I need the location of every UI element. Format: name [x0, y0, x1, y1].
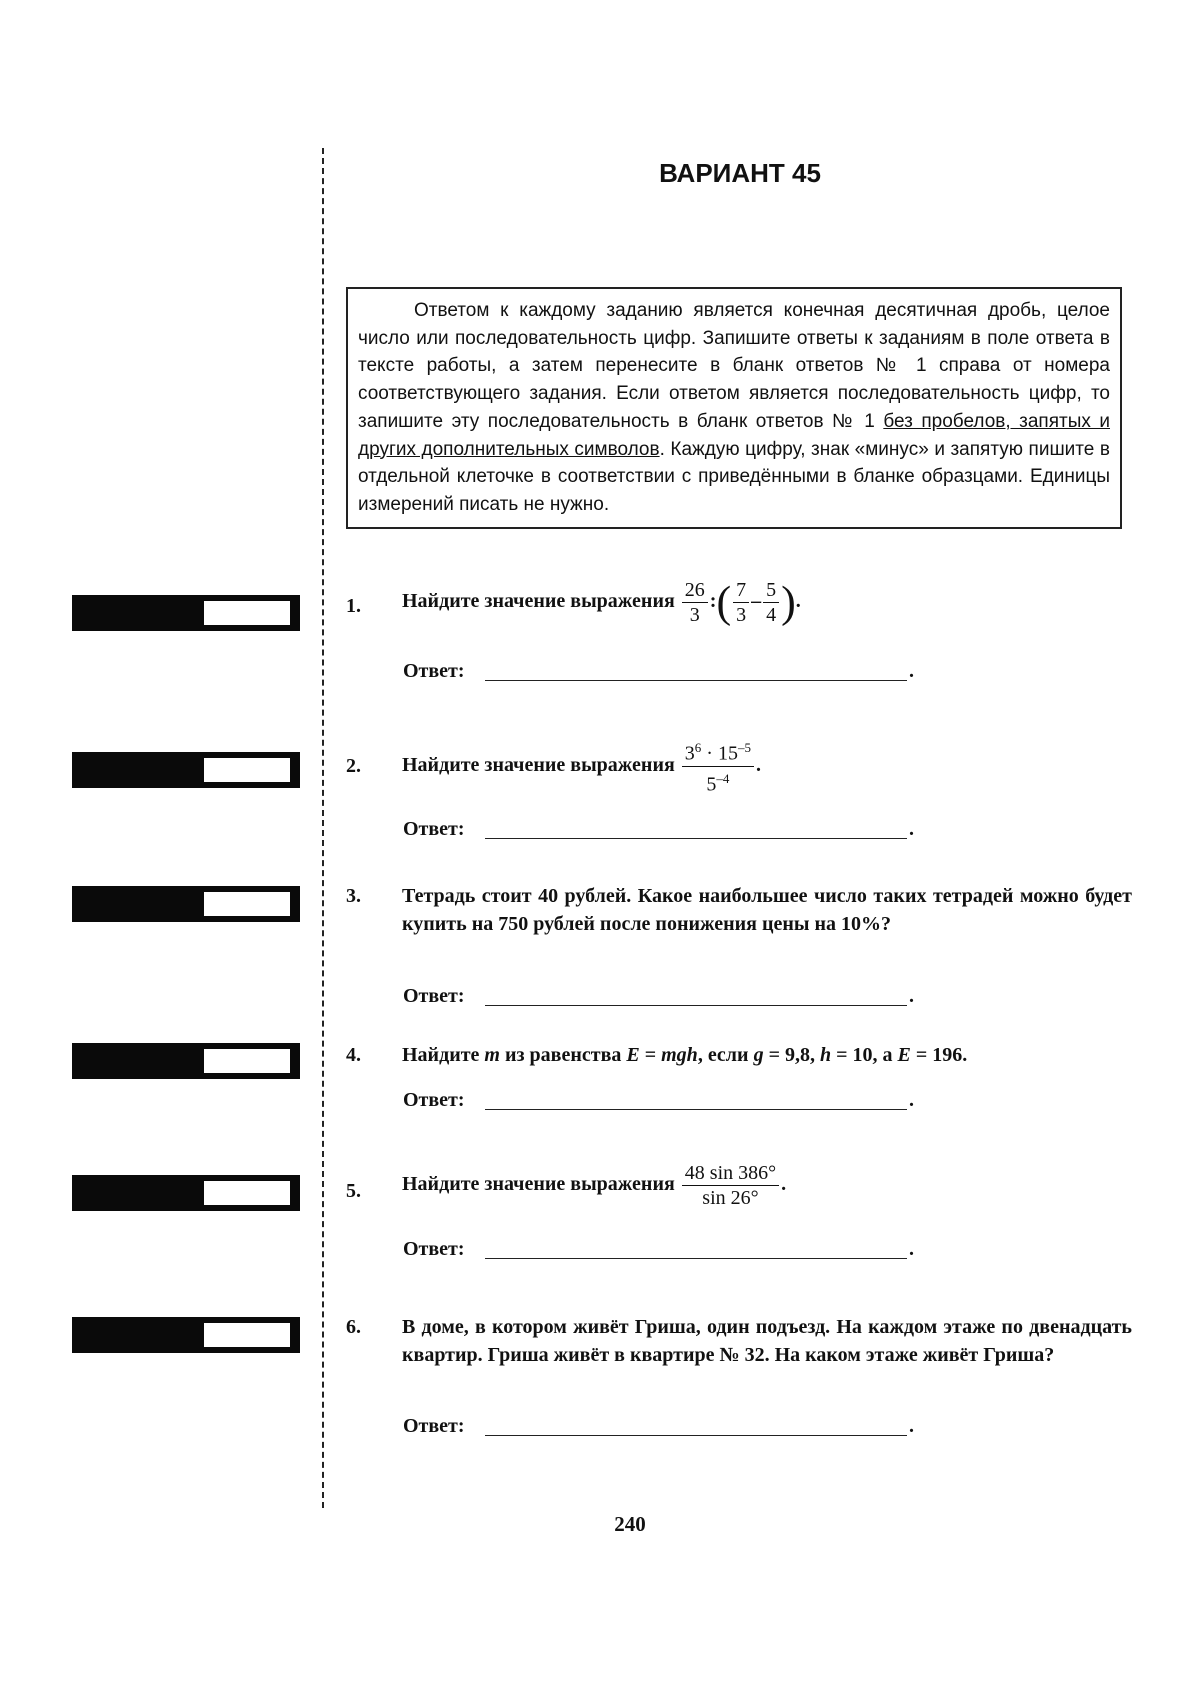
answer-field[interactable] — [485, 1005, 907, 1006]
task-statement: Найдите значение выражения — [402, 753, 675, 776]
task-number: 2. — [346, 755, 361, 777]
answer-label: Ответ: — [403, 1415, 465, 1437]
margin-marker-6 — [72, 1317, 300, 1353]
task-statement: Найдите значение выражения — [402, 1173, 675, 1196]
margin-marker-5 — [72, 1175, 300, 1211]
marker-window — [204, 1049, 290, 1073]
task-number: 5. — [346, 1180, 361, 1202]
cut-line — [322, 148, 324, 1508]
instructions-part2: . Каждую цифру, знак «минус» и запятую пишите в отдельной клеточке в соответствии с приведёнными в бланке образцами. Единицы измерений писать не нужно. — [358, 438, 1110, 515]
answer-row-6: Ответ: . — [403, 1415, 914, 1437]
task-text: Найдите значение выражения $\frac{48 \sin 386^\circ}{\sin 26^\circ}$ . — [402, 1162, 787, 1209]
answer-field[interactable] — [485, 1435, 907, 1436]
fraction: $\frac{48 \sin 386^\circ}{\sin 26^\circ}$ — [682, 1161, 779, 1210]
answer-label: Ответ: — [403, 660, 465, 682]
fraction: $\frac{26}{3}$ — [682, 578, 708, 627]
margin-marker-3 — [72, 886, 300, 922]
marker-window — [204, 892, 290, 916]
answer-label: Ответ: — [403, 985, 465, 1007]
task-text: В доме, в котором живёт Гриша, один подъезд. На каждом этаже по двенадцать квартир. Гриша живёт в квартире № 32. На каком этаже живёт Гриша? — [402, 1316, 1132, 1366]
answer-label: Ответ: — [403, 1238, 465, 1260]
marker-window — [204, 1181, 290, 1205]
colon: : — [709, 590, 717, 613]
answer-row-5: Ответ: . — [403, 1238, 914, 1260]
answer-row-4: Ответ: . — [403, 1089, 914, 1111]
answer-row-1: Ответ: . — [403, 660, 914, 682]
minus: – — [751, 590, 762, 613]
task-statement: Найдите значение выражения — [402, 590, 675, 613]
margin-marker-1 — [72, 595, 300, 631]
task-number: 4. — [346, 1044, 361, 1066]
margin-marker-2 — [72, 752, 300, 788]
margin-marker-4 — [72, 1043, 300, 1079]
marker-window — [204, 758, 290, 782]
page-title: ВАРИАНТ 45 — [659, 158, 821, 188]
answer-row-2: Ответ: . — [403, 818, 914, 840]
fraction: $\frac{5}{4}$ — [763, 578, 779, 627]
task-number: 1. — [346, 595, 361, 617]
task-text: Найдите значение выражения $\frac{26}{3}$ :( $\frac{7}{3}$ – $\frac{5}{4}$ ). — [402, 577, 801, 627]
instructions-part1: Ответом к каждому заданию является конечная десятичная дробь, целое число или последовательность цифр. Запишите ответы к заданиям в поле ответа в тексте работы, а затем перенесите в бланк ответов № 1 справа от номера соответствующего задания. Если ответом является последовательность цифр, то запишите эту последовательность в бланк ответов № 1 — [358, 300, 1110, 432]
task-number: 3. — [346, 885, 361, 907]
task-text: Найдите значение выражения $\frac{3^6 \cdot 15^{-5}}{5^{-4}}$ . — [402, 736, 1132, 796]
fraction: $\frac{7}{3}$ — [733, 578, 749, 627]
page-number: 240 — [614, 1512, 646, 1536]
marker-window — [204, 601, 290, 625]
answer-field[interactable] — [485, 1109, 907, 1110]
task-number: 6. — [346, 1316, 361, 1338]
answer-row-3: Ответ: . — [403, 985, 914, 1007]
task-text: Найдите m из равенства E = mgh, если g = 9,8, h = 10, а E = 196. — [402, 1044, 968, 1066]
task-text: Тетрадь стоит 40 рублей. Какое наибольшее число таких тетрадей можно будет купить на 750 рублей после понижения цены на 10%? — [402, 885, 1132, 935]
answer-field[interactable] — [485, 1258, 907, 1259]
answer-label: Ответ: — [403, 1089, 465, 1111]
answer-field[interactable] — [485, 838, 907, 839]
fraction: $\frac{3^6 \cdot 15^{-5}}{5^{-4}}$ — [682, 736, 754, 796]
instructions-underlined: без пробелов, запятых и других дополнительных символов — [358, 410, 1110, 460]
answer-label: Ответ: — [403, 818, 465, 840]
instructions-box — [346, 287, 1122, 529]
marker-window — [204, 1323, 290, 1347]
answer-field[interactable] — [485, 680, 907, 681]
